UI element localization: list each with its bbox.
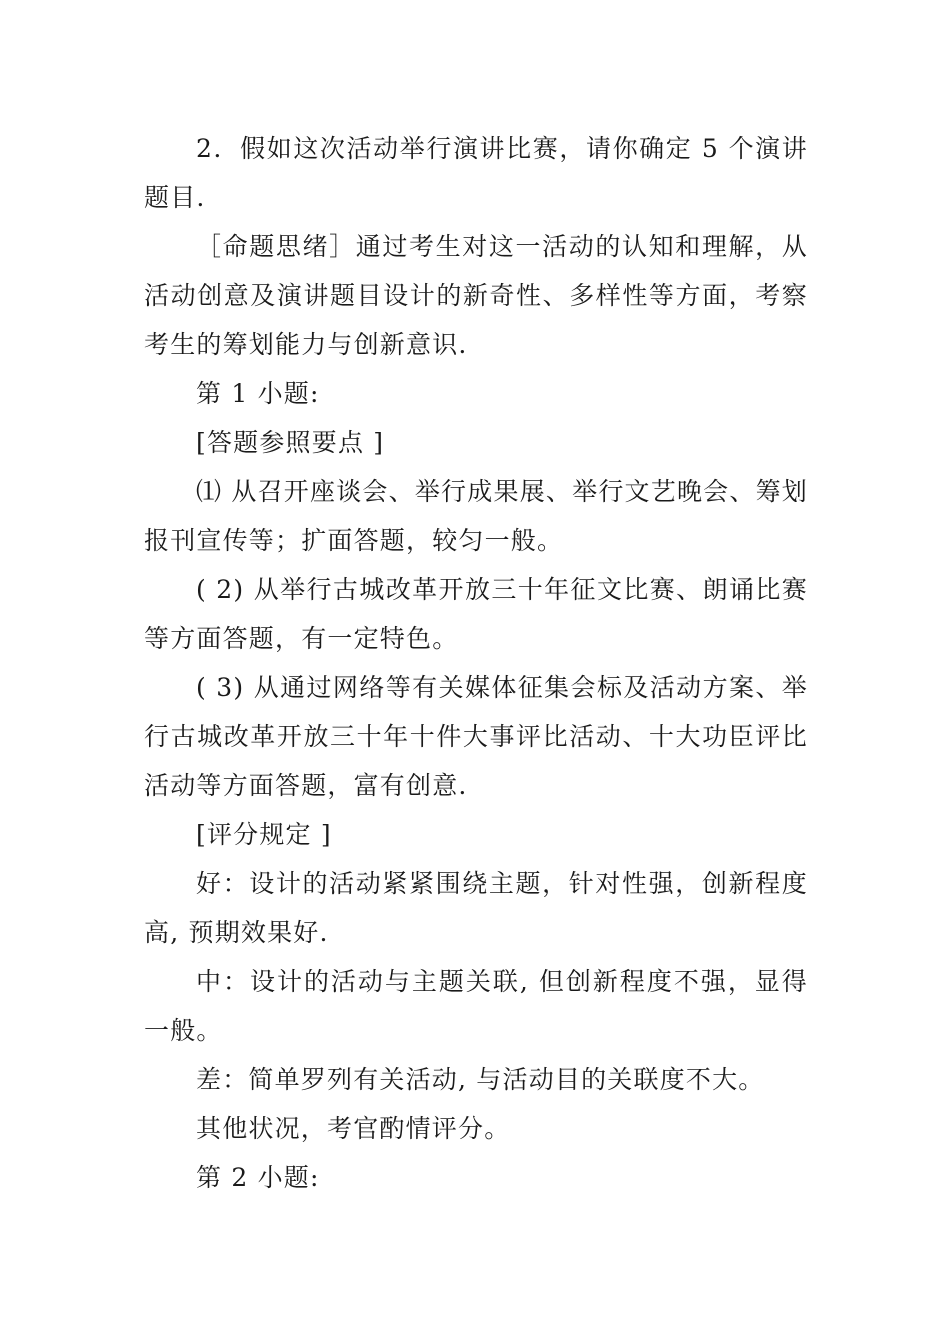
answer-point-3: ( 3) 从通过网络等有关媒体征集会标及活动方案、举行古城改革开放三十年十件大事评比活动、十大功臣评比活动等方面答题，富有创意. bbox=[144, 673, 808, 800]
subquestion-2-heading: 第 2 小题: bbox=[196, 1163, 320, 1192]
question-2-paragraph: 2．假如这次活动举行演讲比赛，请你确定 5 个演讲题目. bbox=[144, 134, 808, 212]
scoring-medium: 中：设计的活动与主题关联, 但创新程度不强，显得一般。 bbox=[144, 967, 808, 1045]
answer-key-heading: [答题参照要点 ] bbox=[196, 428, 385, 457]
scoring-rules-heading: [评分规定 ] bbox=[196, 820, 332, 849]
document-body bbox=[144, 124, 808, 1202]
design-intent-paragraph: ［命题思绪］通过考生对这一活动的认知和理解，从活动创意及演讲题目设计的新奇性、多样性等方面，考察考生的筹划能力与创新意识. bbox=[144, 232, 808, 359]
scoring-other: 其他状况，考官酌情评分。 bbox=[196, 1114, 511, 1143]
scoring-good: 好：设计的活动紧紧围绕主题，针对性强，创新程度高, 预期效果好. bbox=[144, 869, 808, 947]
scoring-poor: 差：简单罗列有关活动, 与活动目的关联度不大。 bbox=[196, 1065, 765, 1094]
answer-point-1: ⑴ 从召开座谈会、举行成果展、举行文艺晚会、筹划报刊宣传等；扩面答题，较匀一般。 bbox=[144, 477, 808, 555]
subquestion-1-heading: 第 1 小题: bbox=[196, 379, 320, 408]
answer-point-2: ( 2) 从举行古城改革开放三十年征文比赛、朗诵比赛等方面答题，有一定特色。 bbox=[144, 575, 808, 653]
